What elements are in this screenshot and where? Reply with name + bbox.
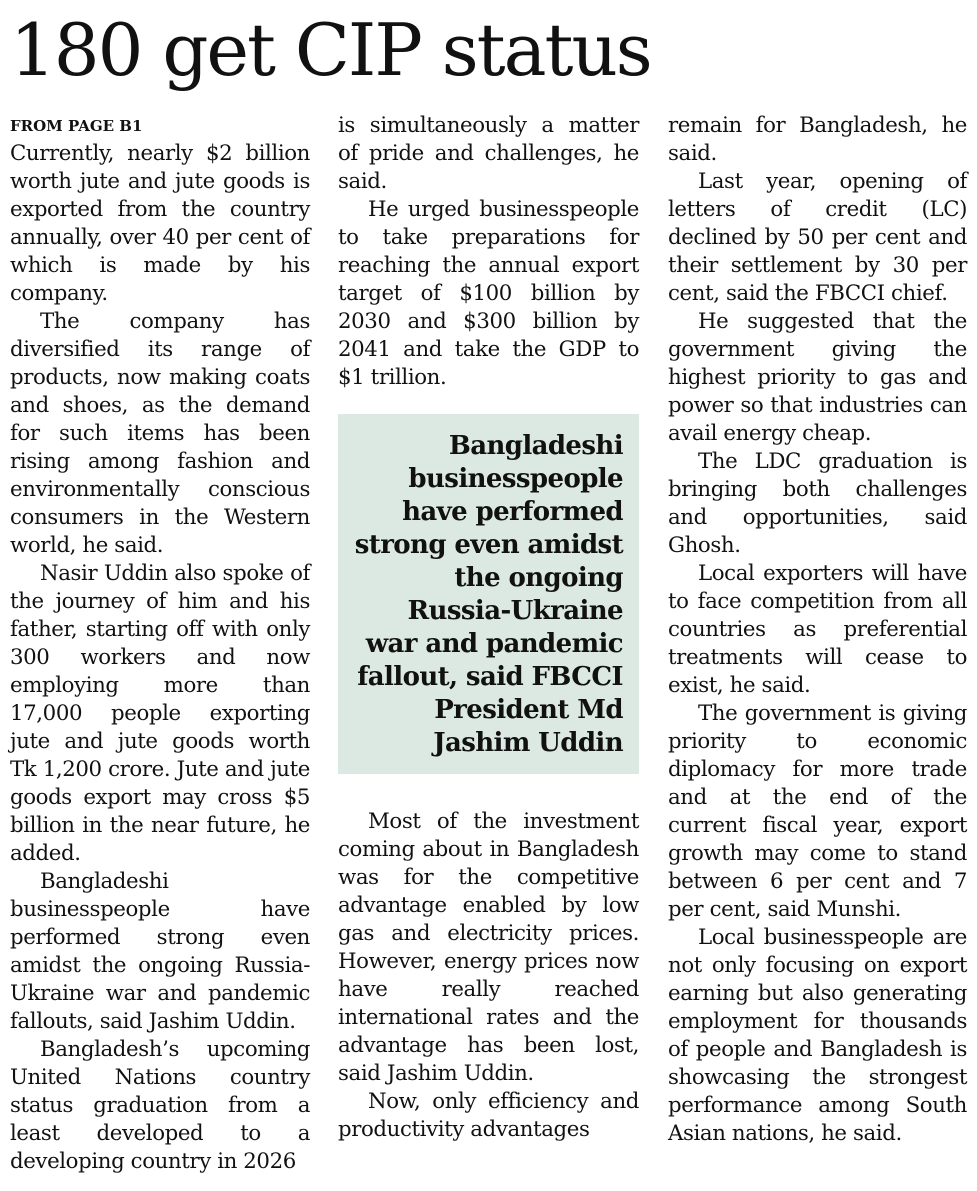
paragraph: Currently, nearly $2 billion worth jute and jute goods is exported from the country annually, over 40 per cent of which is made by his company. bbox=[10, 141, 310, 306]
paragraph: is simultaneously a matter of pride and challenges, he said. bbox=[338, 113, 639, 194]
paragraph: He urged businesspeople to take preparations for reaching the annual export target of $100 billion by 2030 and $300 billion by 2041 and take the GDP to $1 trillion. bbox=[338, 197, 639, 390]
article-column-3 bbox=[668, 112, 967, 1148]
paragraph: The government is giving priority to economic diplomacy for more trade and at the end of the current fiscal year, export growth may come to stand between 6 per cent and 7 per cent, said Munshi. bbox=[668, 701, 967, 922]
paragraph: remain for Bangladesh, he said. bbox=[668, 113, 967, 166]
headline: 180 get CIP status bbox=[10, 8, 651, 92]
paragraph: Last year, opening of letters of credit (LC) declined by 50 per cent and their settlement by 30 per cent, said the FBCCI chief. bbox=[668, 169, 967, 306]
pull-quote-box bbox=[338, 414, 639, 774]
article-column-1 bbox=[10, 112, 310, 1176]
continuation-kicker: FROM PAGE B1 bbox=[10, 117, 143, 135]
pull-quote-text: Bangladeshi businesspeople have performed strong even amidst the ongoing Russia-Ukraine war and pandemic fallout, said FBCCI President Md Jashim Uddin bbox=[354, 431, 623, 758]
paragraph: He suggested that the government giving the highest priority to gas and power so that industries can avail energy cheap. bbox=[668, 309, 967, 446]
paragraph: Nasir Uddin also spoke of the journey of him and his father, starting off with only 300 workers and now employing more than 17,000 people exporting jute and jute goods worth Tk 1,200 crore. Jute and jute goods export may cross $5 billion in the near future, he added. bbox=[10, 561, 310, 866]
paragraph: Bangladeshi businesspeople have performed strong even amidst the ongoing Russia-Ukraine war and pandemic fallouts, said Jashim Uddin. bbox=[10, 869, 310, 1034]
paragraph: Local businesspeople are not only focusing on export earning but also generating employment for thousands of people and Bangladesh is showcasing the strongest performance among South Asian nations, he said. bbox=[668, 925, 967, 1146]
paragraph: Most of the investment coming about in Bangladesh was for the competitive advantage enabled by low gas and electricity prices. However, energy prices now have really reached international rates and the advantage has been lost, said Jashim Uddin. bbox=[338, 809, 639, 1086]
article-column-2 bbox=[338, 112, 639, 1144]
paragraph: Local exporters will have to face competition from all countries as preferential treatments will cease to exist, he said. bbox=[668, 561, 967, 698]
paragraph: Now, only efficiency and productivity advantages bbox=[338, 1089, 639, 1142]
paragraph: The company has diversified its range of products, now making coats and shoes, as the demand for such items has been rising among fashion and environmentally conscious consumers in the Western world, he said. bbox=[10, 309, 310, 558]
paragraph: The LDC graduation is bringing both challenges and opportunities, said Ghosh. bbox=[668, 449, 967, 558]
paragraph: Bangladesh’s upcoming United Nations country status graduation from a least developed to a developing country in 2026 bbox=[10, 1037, 310, 1174]
